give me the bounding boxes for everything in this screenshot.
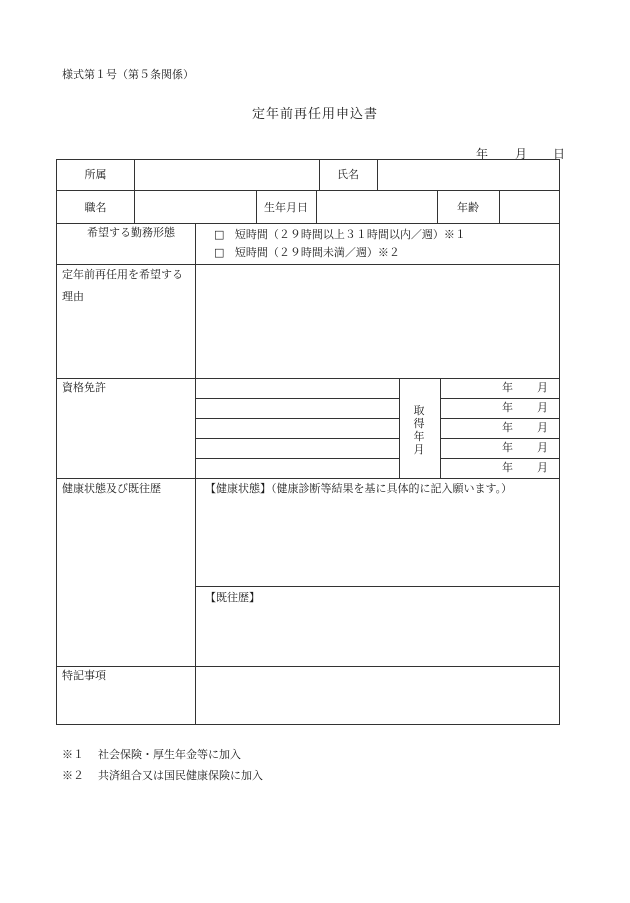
license-field[interactable] bbox=[196, 439, 399, 458]
affiliation-field[interactable] bbox=[135, 160, 319, 190]
license-month-label: 月 bbox=[537, 441, 548, 454]
date-month-label: 月 bbox=[515, 147, 528, 161]
name-field[interactable] bbox=[378, 160, 560, 190]
acquired-date-label: 取得年月 bbox=[413, 404, 425, 456]
license-year-label: 年 bbox=[502, 381, 513, 394]
health-status-field[interactable] bbox=[196, 500, 560, 586]
footnote-mark: ※２ bbox=[62, 769, 84, 782]
age-label: 年齢 bbox=[457, 201, 479, 214]
birthdate-field[interactable] bbox=[317, 190, 437, 223]
license-field[interactable] bbox=[196, 399, 399, 418]
work-option-text: 短時間（２９時間以上３１時間以内／週）※１ bbox=[234, 228, 466, 241]
application-form-table bbox=[56, 159, 560, 725]
license-year-label: 年 bbox=[502, 461, 513, 474]
license-field[interactable] bbox=[196, 419, 399, 438]
license-year-label: 年 bbox=[502, 421, 513, 434]
remarks-label: 特記事項 bbox=[62, 669, 106, 682]
reason-field[interactable] bbox=[196, 265, 560, 378]
license-field[interactable] bbox=[196, 459, 399, 478]
work-option-2[interactable] bbox=[214, 245, 400, 261]
work-option-1[interactable] bbox=[214, 227, 466, 243]
remarks-field[interactable] bbox=[196, 667, 560, 725]
age-field[interactable] bbox=[500, 190, 560, 223]
health-history-label: 健康状態及び既往歴 bbox=[62, 482, 161, 495]
footnote-1 bbox=[62, 746, 241, 762]
license-year-label: 年 bbox=[502, 401, 513, 414]
date-year-label: 年 bbox=[476, 147, 489, 161]
work-style-label: 希望する勤務形態 bbox=[87, 226, 175, 239]
footnote-text: 社会保険・厚生年金等に加入 bbox=[98, 748, 241, 761]
reason-label: 定年前再任用を希望する理由 bbox=[62, 268, 183, 303]
footnote-2 bbox=[62, 767, 263, 783]
checkbox-icon[interactable]: □ bbox=[214, 246, 225, 259]
work-option-text: 短時間（２９時間未満／週）※２ bbox=[234, 246, 400, 259]
name-label: 氏名 bbox=[337, 168, 359, 181]
license-month-label: 月 bbox=[537, 421, 548, 434]
footnote-mark: ※１ bbox=[62, 748, 84, 761]
form-number: 様式第１号（第５条関係） bbox=[62, 68, 194, 81]
date-day-label: 日 bbox=[553, 147, 566, 161]
birthdate-label: 生年月日 bbox=[264, 201, 308, 214]
affiliation-label: 所属 bbox=[84, 168, 107, 181]
document-title: 定年前再任用申込書 bbox=[251, 107, 378, 122]
license-month-label: 月 bbox=[537, 401, 548, 414]
license-year-label: 年 bbox=[502, 441, 513, 454]
license-month-label: 月 bbox=[537, 461, 548, 474]
footnote-text: 共済組合又は国民健康保険に加入 bbox=[98, 769, 263, 782]
health-status-label: 【健康状態】（健康診断等結果を基に具体的に記入願います。） bbox=[205, 482, 513, 495]
checkbox-icon[interactable]: □ bbox=[214, 228, 225, 241]
position-label: 職名 bbox=[84, 201, 107, 214]
position-field[interactable] bbox=[135, 190, 256, 223]
license-month-label: 月 bbox=[537, 381, 548, 394]
license-label: 資格免許 bbox=[62, 381, 106, 394]
medical-history-label: 【既往歴】 bbox=[205, 591, 260, 604]
license-field[interactable] bbox=[196, 379, 399, 398]
medical-history-field[interactable] bbox=[196, 608, 560, 666]
